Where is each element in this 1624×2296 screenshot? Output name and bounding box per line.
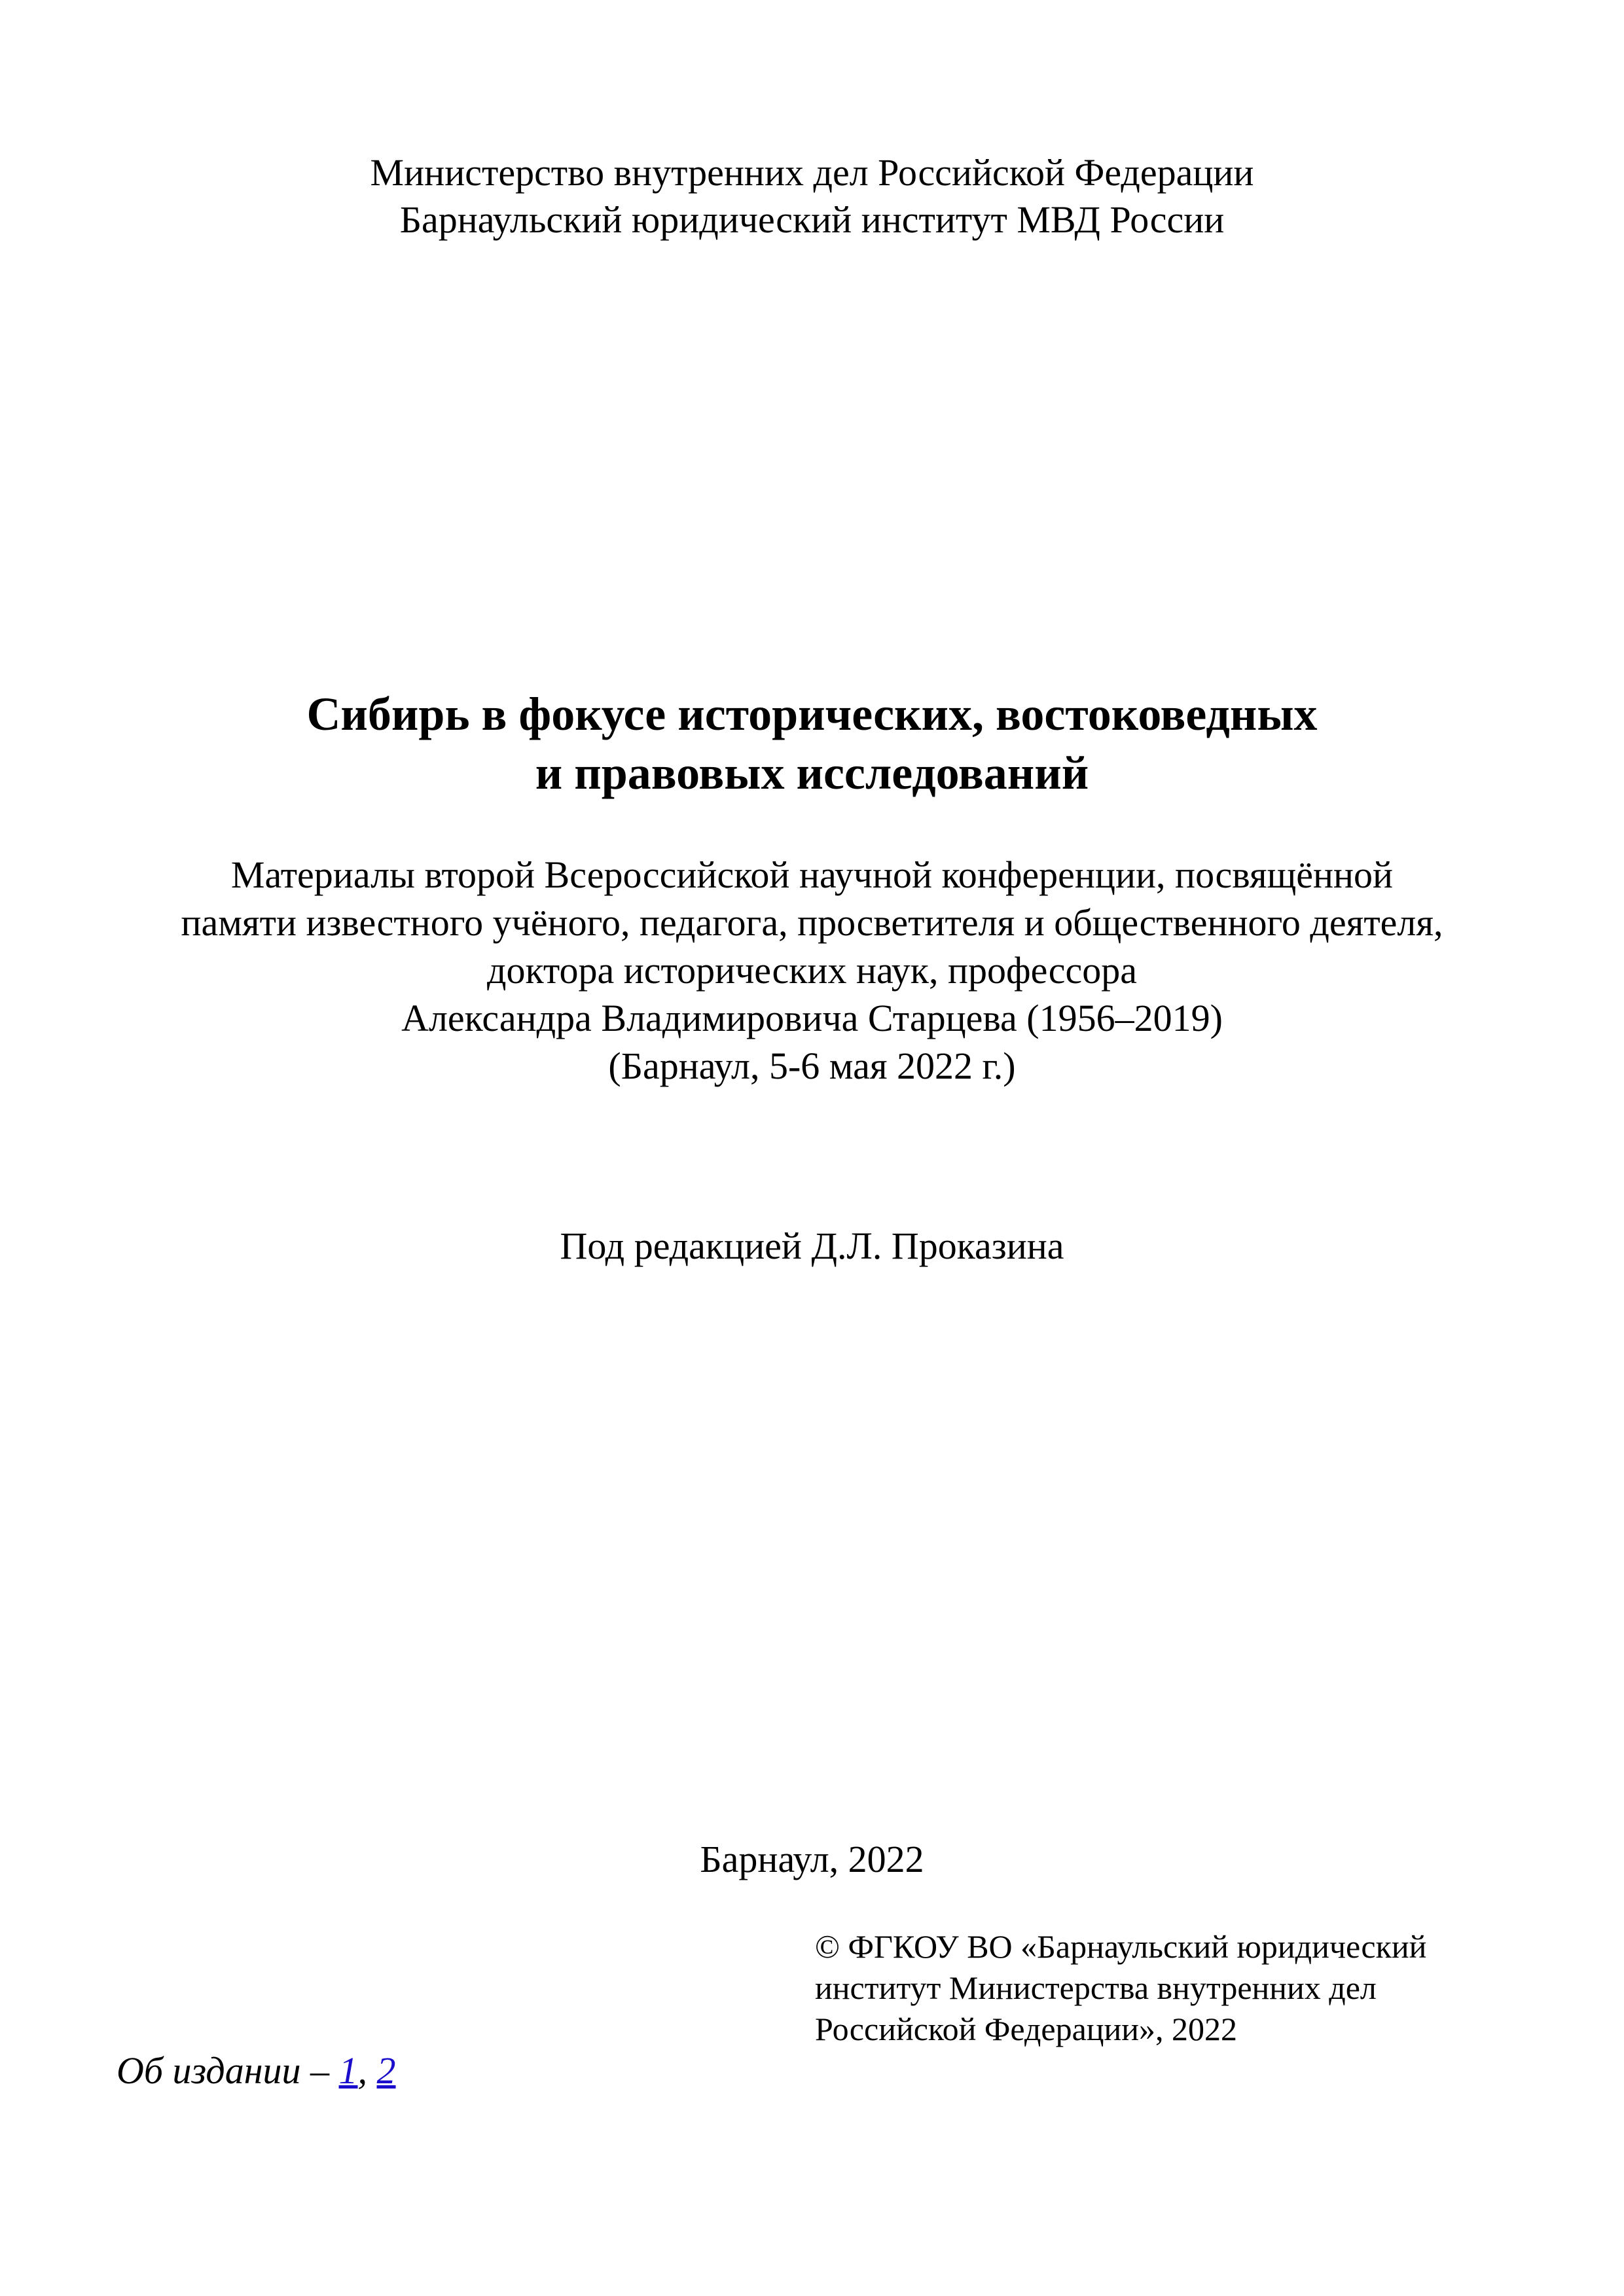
subtitle-line-2: памяти известного учёного, педагога, просветителя и общественного деятеля, (181, 901, 1443, 944)
institute-name: Барнаульский юридический институт МВД России (399, 198, 1225, 241)
book-title (0, 685, 1624, 802)
subtitle-line-3: доктора исторических наук, профессора (486, 949, 1138, 992)
about-edition-link-1[interactable]: 1 (338, 2049, 358, 2092)
subtitle-line-1: Материалы второй Всероссийской научной конференции, посвящённой (230, 853, 1394, 896)
copyright-line-3: Российской Федерации», 2022 (815, 2011, 1238, 2047)
copyright-line-1: © ФГКОУ ВО «Барнаульский юридический (815, 1928, 1427, 1965)
copyright-line-2: институт Министерства внутренних дел (815, 1969, 1377, 2006)
publication-place-year (0, 1836, 1624, 1883)
copyright-notice (815, 1926, 1535, 2050)
subtitle-line-5: (Барнаул, 5-6 мая 2022 г.) (608, 1045, 1016, 1087)
book-subtitle (0, 851, 1624, 1090)
ministry-name: Министерство внутренних дел Российской Федерации (370, 151, 1254, 194)
subtitle-line-4: Александра Владимировича Старцева (1956–2019) (401, 997, 1223, 1039)
city-year-text: Барнаул, 2022 (700, 1838, 924, 1880)
about-edition-link-2[interactable]: 2 (376, 2049, 396, 2092)
about-edition-separator: , (357, 2049, 377, 2092)
editor-text: Под редакцией Д.Л. Проказина (560, 1225, 1064, 1267)
book-title-line-2: и правовых исследований (535, 747, 1089, 799)
editor-credit (0, 1223, 1624, 1270)
institution-header (0, 149, 1624, 243)
about-edition (117, 2047, 396, 2094)
book-title-line-1: Сибирь в фокусе исторических, востоковедных (306, 688, 1318, 740)
about-edition-label: Об издании – (117, 2049, 339, 2092)
